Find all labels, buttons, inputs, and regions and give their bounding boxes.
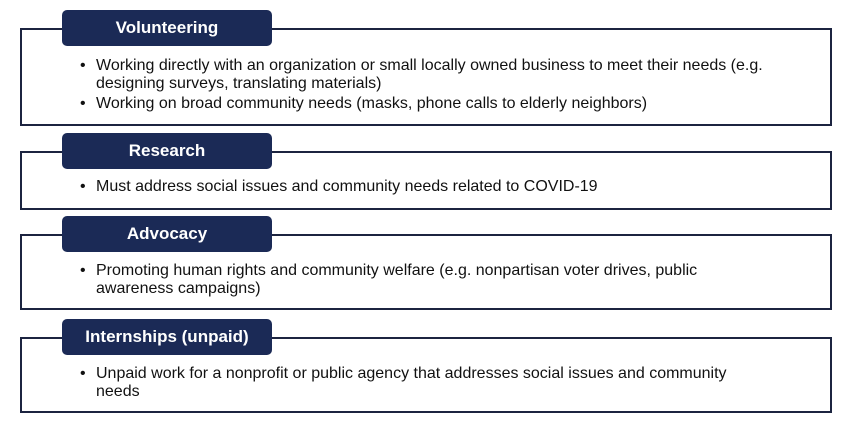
bullet-item: • Must address social issues and community needs related to COVID-19 [80, 178, 772, 196]
section-internships [20, 319, 832, 413]
section-title-tab [62, 10, 272, 46]
bullet-item: • Promoting human rights and community welfare (e.g. nonpartisan voter drives, public awareness campaigns) [80, 262, 772, 298]
bullet-list [80, 178, 772, 198]
bullet-list [80, 365, 772, 403]
section-title: Advocacy [126, 224, 208, 243]
section-title: Volunteering [115, 18, 219, 37]
section-title-tab [62, 216, 272, 252]
bullet-item: • Working directly with an organization or small locally owned business to meet their needs (e.g. designing surveys, translating materials) [80, 57, 772, 93]
bullet-item: • Working on broad community needs (masks, phone calls to elderly neighbors) [80, 95, 772, 113]
bullet-list [80, 57, 772, 115]
section-volunteering [20, 10, 832, 126]
section-title: Internships (unpaid) [85, 327, 249, 346]
section-title-tab [62, 319, 272, 355]
bullet-item: • Unpaid work for a nonprofit or public agency that addresses social issues and community needs [80, 365, 772, 401]
section-title: Research [128, 141, 206, 160]
bullet-list [80, 262, 772, 300]
section-advocacy [20, 216, 832, 310]
section-research [20, 133, 832, 210]
section-title-tab [62, 133, 272, 169]
